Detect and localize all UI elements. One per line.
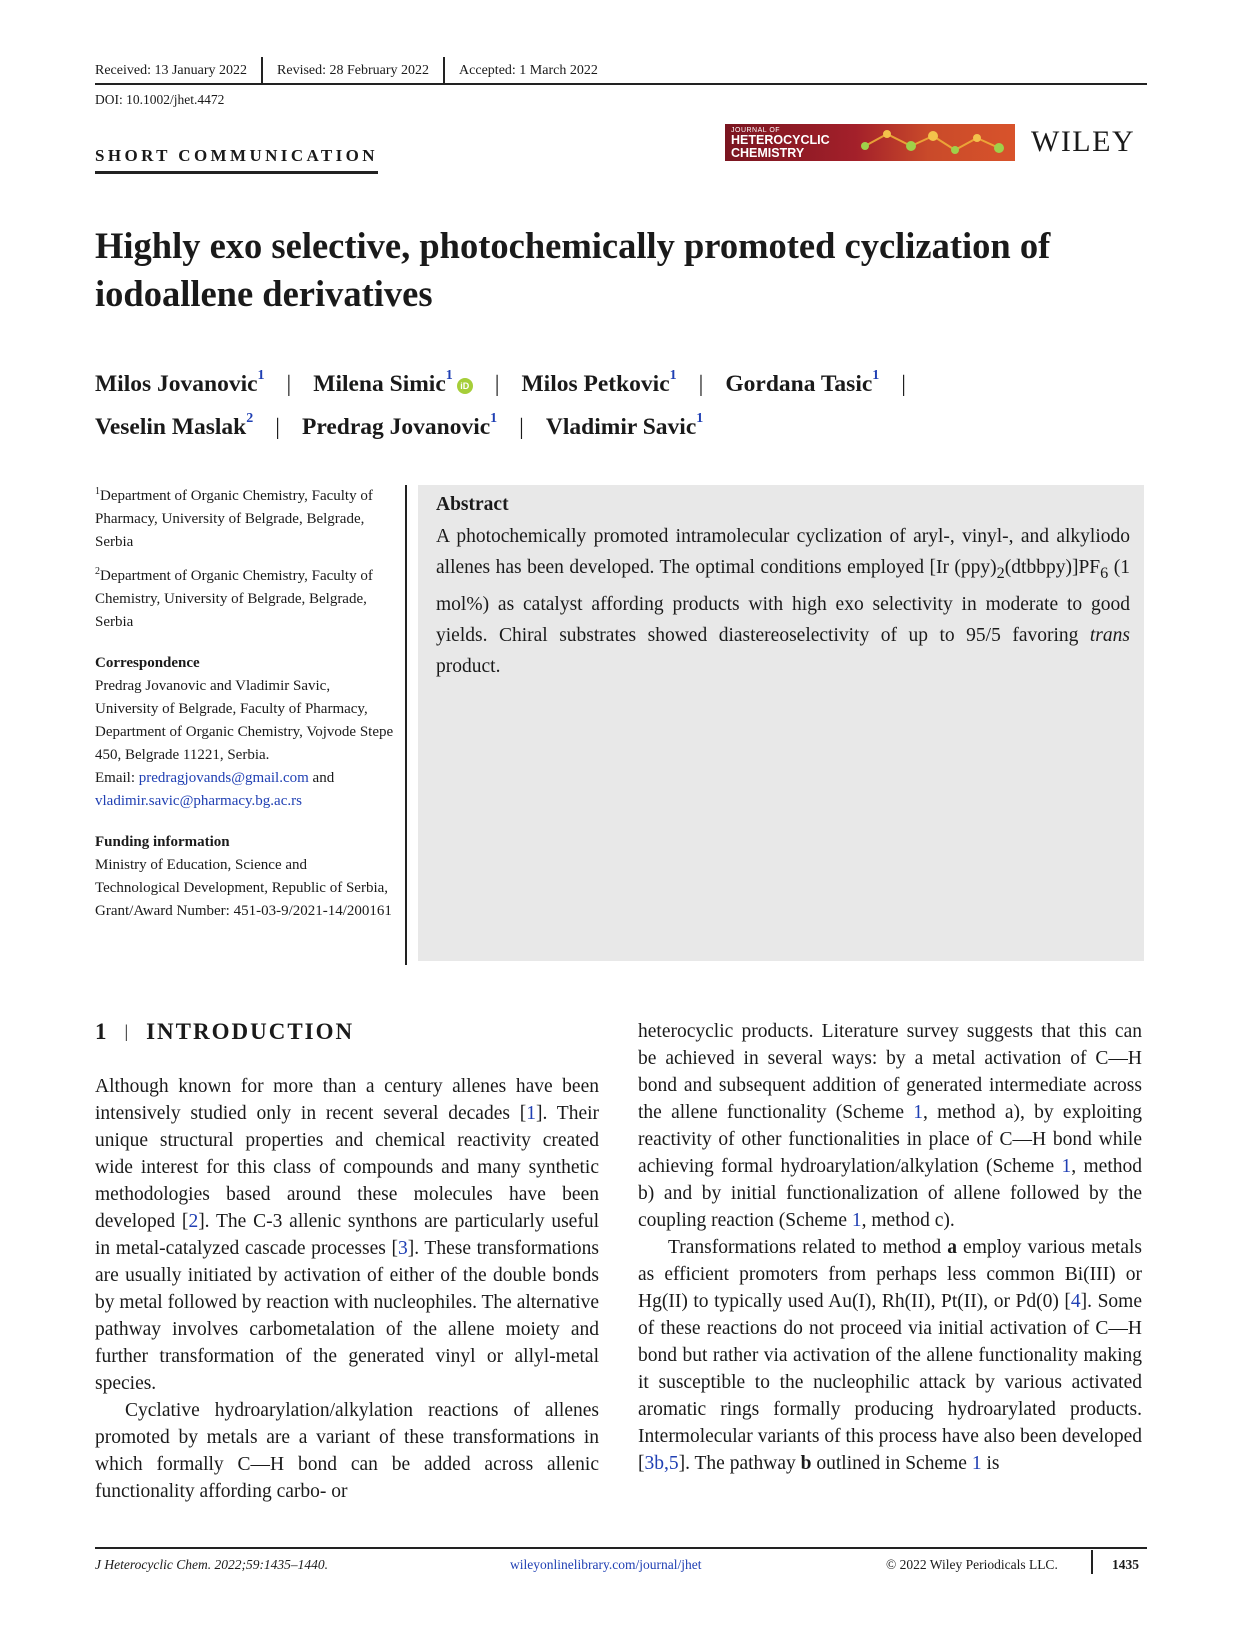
section-heading: 1 | INTRODUCTION — [95, 1019, 355, 1044]
article-title: Highly exo selective, photochemically promoted cyclization of iodoallene derivatives — [95, 225, 1051, 314]
accepted-date: Accepted: 1 March 2022 — [459, 63, 598, 78]
orcid-icon[interactable]: iD — [457, 378, 473, 394]
footer-rule — [95, 1547, 1147, 1549]
paragraph: Although known for more than a century allenes have been intensively studied only in recent several decades [1]. Their unique structural properties and chemical reactivity created wide interest for this class of compounds and many synthetic methodologies based around these molecules have been developed [2]. The C-3 allenic synthons are particularly useful in metal-catalyzed cascade processes [3]. These transformations are usually initiated by activation of either of the double bonds by metal followed by reaction with nucleophiles. The alternative pathway involves carbometalation of the allene moiety and further transformation of the generated vinyl or allyl-metal species. — [95, 1076, 600, 1394]
date-separator — [261, 57, 263, 83]
revised-date: Revised: 28 February 2022 — [277, 63, 430, 78]
publication-dates — [95, 57, 1147, 85]
section-type: SHORT COMMUNICATION — [95, 146, 378, 174]
paragraph: Cyclative hydroarylation/alkylation reactions of allenes promoted by metals are a variant of these transformations in which formally C—H bond can be added across allenic functionality affording carbo- or — [95, 1400, 599, 1502]
scheme-link[interactable]: 1 — [851, 1210, 862, 1231]
body-column-right — [638, 1018, 1142, 1477]
sidebar-divider — [405, 485, 407, 965]
publisher-logo[interactable]: WILEY — [1031, 125, 1136, 158]
article-info-sidebar — [95, 480, 395, 923]
scheme-link[interactable]: 1 — [1061, 1156, 1072, 1177]
abstract-text: A photochemically promoted intramolecular cyclization of aryl-, vinyl-, and alkyliodo allenes has been developed. The optimal conditions employed [Ir $(ppy)_2(dtbbpy)]PF_6$ (1 mol%) as catalyst affording products with high exo selectivity in moderate to good yields. Chiral substrates showed diastereoselectivity of up to 95/5 favoring trans product. — [436, 526, 1130, 677]
journal-logo-text: JOURNAL OF HETEROCYCLIC CHEMISTRY — [731, 127, 830, 160]
author[interactable]: Milena Simic$^1$iD — [313, 371, 473, 397]
author[interactable]: Milos Jovanovic$^1$ — [95, 368, 265, 397]
body-column-left — [95, 1018, 599, 1505]
citation-link[interactable]: 1 — [526, 1103, 536, 1124]
funding-heading: Funding information — [95, 834, 230, 850]
citation-link[interactable]: 4 — [1070, 1291, 1081, 1312]
email-link[interactable]: vladimir.savic@pharmacy.bg.ac.rs — [95, 793, 302, 809]
page-number: 1435 — [1112, 1557, 1139, 1572]
citation-link[interactable]: 3 — [398, 1238, 408, 1259]
author[interactable]: Vladimir Savic$^1$ — [545, 410, 704, 440]
footer-journal-url[interactable]: wileyonlinelibrary.com/journal/jhet — [510, 1557, 702, 1572]
abstract-heading: Abstract — [436, 494, 509, 515]
correspondence-text: Predrag Jovanovic and Vladimir Savic, University of Belgrade, Faculty of Pharmacy, Department of Organic Chemistry, Vojvode Stepe 450, Belgrade 11221, Serbia. Email: predragjovands@gmail.com and vladimir.savic@pharmacy.bg.ac.rs — [95, 678, 394, 809]
affiliation: $^1$Department of Organic Chemistry, Faculty of Pharmacy, University of Belgrade, Belgrade, Serbia — [95, 486, 373, 550]
paragraph: Transformations related to method a employ various metals as efficient promoters from perhaps less common Bi(III) or Hg(II) to typically used Au(I), Rh(II), Pt(II), or Pd(0) [4]. Some of these reactions do not proceed via initial activation of C—H bond but rather via activation of the allene functionality making it susceptible to the nucleophilic attack by various activated aromatic rings formally producing hydroarylated products. Intermolecular variants of this process have also been developed [3b,5]. The pathway b outlined in Scheme 1 is — [638, 1237, 1142, 1474]
correspondence-heading: Correspondence — [95, 655, 200, 671]
affiliation: $^2$Department of Organic Chemistry, Faculty of Chemistry, University of Belgrade, Belgrade, Serbia — [95, 566, 373, 630]
journal-logo[interactable] — [725, 124, 1015, 161]
date-separator — [443, 57, 445, 83]
author[interactable]: Veselin Maslak$^2$ — [95, 410, 254, 440]
abstract-box — [418, 485, 1144, 961]
email-link[interactable]: predragjovands@gmail.com — [138, 770, 309, 786]
paragraph: heterocyclic products. Literature survey suggests that this can be achieved in several ways: by a metal activation of C—H bond and subsequent addition of generated intermediate across the allene functionality (Scheme 1, method a), by exploiting reactivity of other functionalities in place of C—H bond while achieving formal hydroarylation/alkylation (Scheme 1, method b) and by initial functionalization of allene followed by the coupling reaction (Scheme 1, method c). — [638, 1021, 1142, 1231]
footer-copyright: © 2022 Wiley Periodicals LLC. — [886, 1557, 1058, 1572]
scheme-link[interactable]: 1 — [913, 1102, 924, 1123]
author[interactable]: Gordana Tasic$^1$ — [725, 368, 880, 397]
citation-link[interactable]: 3b,5 — [644, 1453, 679, 1474]
author[interactable]: Predrag Jovanovic$^1$ — [301, 410, 498, 440]
author-list: Milos Jovanovic$^1$ | Milena Simic$^1$iD | Milos Petkovic$^1$ | Gordana Tasic$^1$ | Veselin Maslak$^2$ | Predrag Jovanovic$^1$ | Vladimir Savic$^1$ — [95, 368, 906, 440]
funding-text: Ministry of Education, Science and Technological Development, Republic of Serbia, Grant/Award Number: 451-03-9/2021-14/200161 — [95, 857, 392, 919]
citation-link[interactable]: 2 — [188, 1211, 199, 1232]
footer-separator — [1091, 1550, 1093, 1574]
received-date: Received: 13 January 2022 — [95, 63, 248, 78]
doi[interactable]: DOI: 10.1002/jhet.4472 — [95, 92, 225, 107]
scheme-link[interactable]: 1 — [971, 1453, 982, 1474]
author[interactable]: Milos Petkovic$^1$ — [521, 368, 677, 397]
footer-journal-citation: J Heterocyclic Chem. 2022;59:1435–1440. — [95, 1557, 329, 1572]
